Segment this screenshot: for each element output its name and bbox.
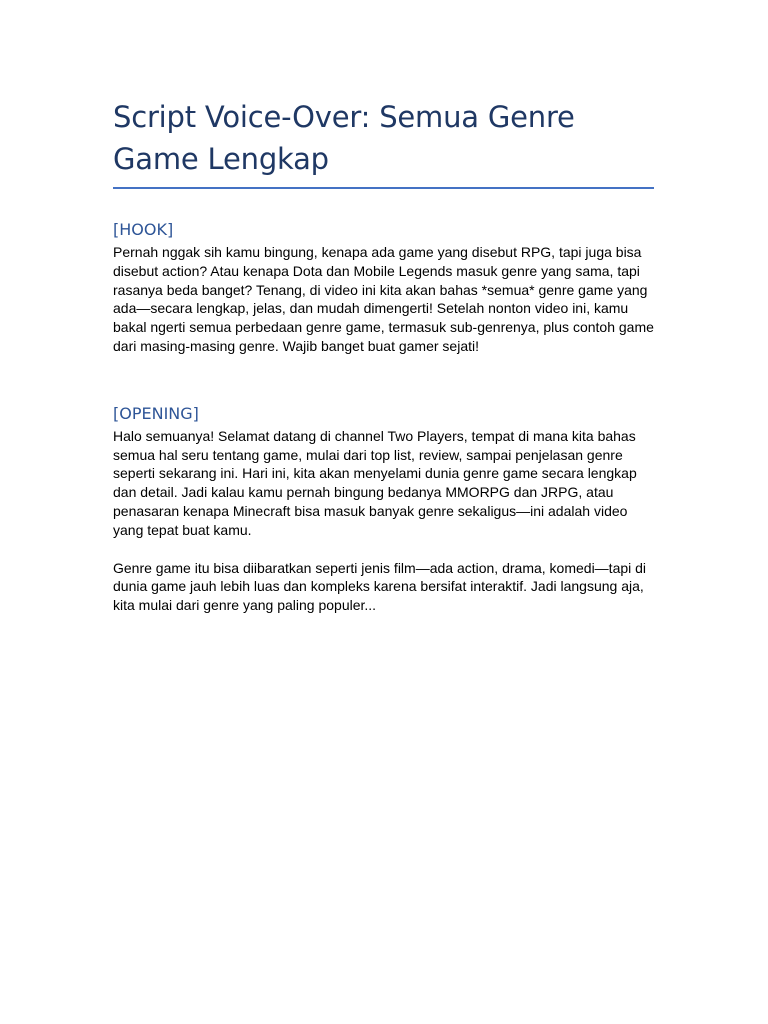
hook-paragraph: Pernah nggak sih kamu bingung, kenapa ada game yang disebut RPG, tapi juga bisa disebut action? Atau kenapa Dota dan Mobile Legends masuk genre yang sama, tapi rasanya beda banget? Tenang, di video ini kita akan bahas *semua* genre game yang ada—secara lengkap, jelas, dan mudah dimengerti! Setelah nonton video ini, kamu bakal ngerti semua perbedaan genre game, termasuk sub-genrenya, plus contoh game dari masing-masing genre. Wajib banget buat gamer sejati! [113,244,654,354]
title-underline-rule [113,187,654,189]
opening-paragraph-2: Genre game itu bisa diibaratkan seperti jenis film—ada action, drama, komedi—tapi di dunia game jauh lebih luas dan kompleks karena bersifat interaktif. Jadi langsung aja, kita mulai dari genre yang paling populer... [113,559,647,614]
opening-paragraph-1: Halo semuanya! Selamat datang di channel Two Players, tempat di mana kita bahas semua hal seru tentang game, mulai dari top list, review, sampai penjelasan genre seperti sekarang ini. Hari ini, kita akan menyelami dunia genre game secara lengkap dan detail. Jadi kalau kamu pernah bingung bedanya MMORPG dan JRPG, atau penasaran kenapa Minecraft bisa masuk banyak genre sekaligus—ini adalah video yang tepat buat kamu. [113,427,637,538]
section-heading-hook: [HOOK] [113,220,174,239]
section-hook [113,220,654,356]
section-heading-opening: [OPENING] [113,403,199,423]
document-title: Script Voice-Over: Semua Genre Game Lengkap [113,100,575,176]
section-opening [113,404,654,615]
